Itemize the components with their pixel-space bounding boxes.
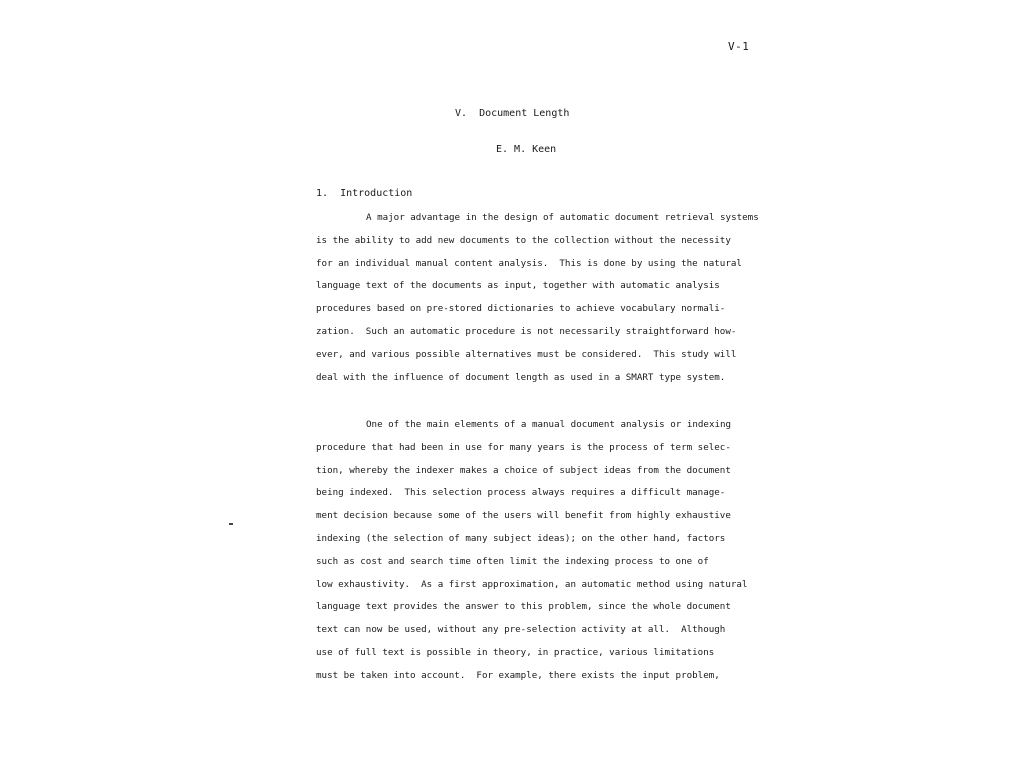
text-line: language text provides the answer to this problem, since the whole document [316,601,731,613]
text-line: such as cost and search time often limit the indexing process to one of [316,555,709,567]
paragraph-1 [316,207,766,389]
chapter-title: V. Document Length [455,108,570,119]
text-line: text can now be used, without any pre-selection activity at all. Although [316,624,726,636]
text-line: ment decision because some of the users will benefit from highly exhaustive [316,510,731,522]
page-number: V-1 [728,40,750,53]
text-line: procedures based on pre-stored dictionaries to achieve vocabulary normali- [316,303,726,315]
text-line: is the ability to add new documents to the collection without the necessity [316,234,731,246]
text-line: indexing (the selection of many subject ideas); on the other hand, factors [316,532,726,544]
paragraph-2 [316,414,766,688]
text-line: deal with the influence of document length as used in a SMART type system. [316,371,726,383]
author-name: E. M. Keen [496,144,557,155]
text-line: low exhaustivity. As a first approximation, an automatic method using natural [316,578,748,590]
scan-artifact [229,523,233,525]
text-line: use of full text is possible in theory, in practice, various limitations [316,646,715,658]
text-line: A major advantage in the design of automatic document retrieval systems [366,212,759,223]
text-line: language text of the documents as input, together with automatic analysis [316,280,720,292]
text-line: must be taken into account. For example, there exists the input problem, [316,669,720,681]
text-line: One of the main elements of a manual document analysis or indexing [366,419,732,430]
text-line: tion, whereby the indexer makes a choice of subject ideas from the document [316,464,731,476]
text-line: procedure that had been in use for many years is the process of term selec- [316,441,731,453]
text-line: zation. Such an automatic procedure is not necessarily straightforward how- [316,325,737,337]
text-line: being indexed. This selection process always requires a difficult manage- [316,487,726,499]
text-line: for an individual manual content analysis. This is done by using the natural [316,257,742,269]
text-line: ever, and various possible alternatives must be considered. This study will [316,348,737,360]
section-heading: 1. Introduction [316,188,413,199]
